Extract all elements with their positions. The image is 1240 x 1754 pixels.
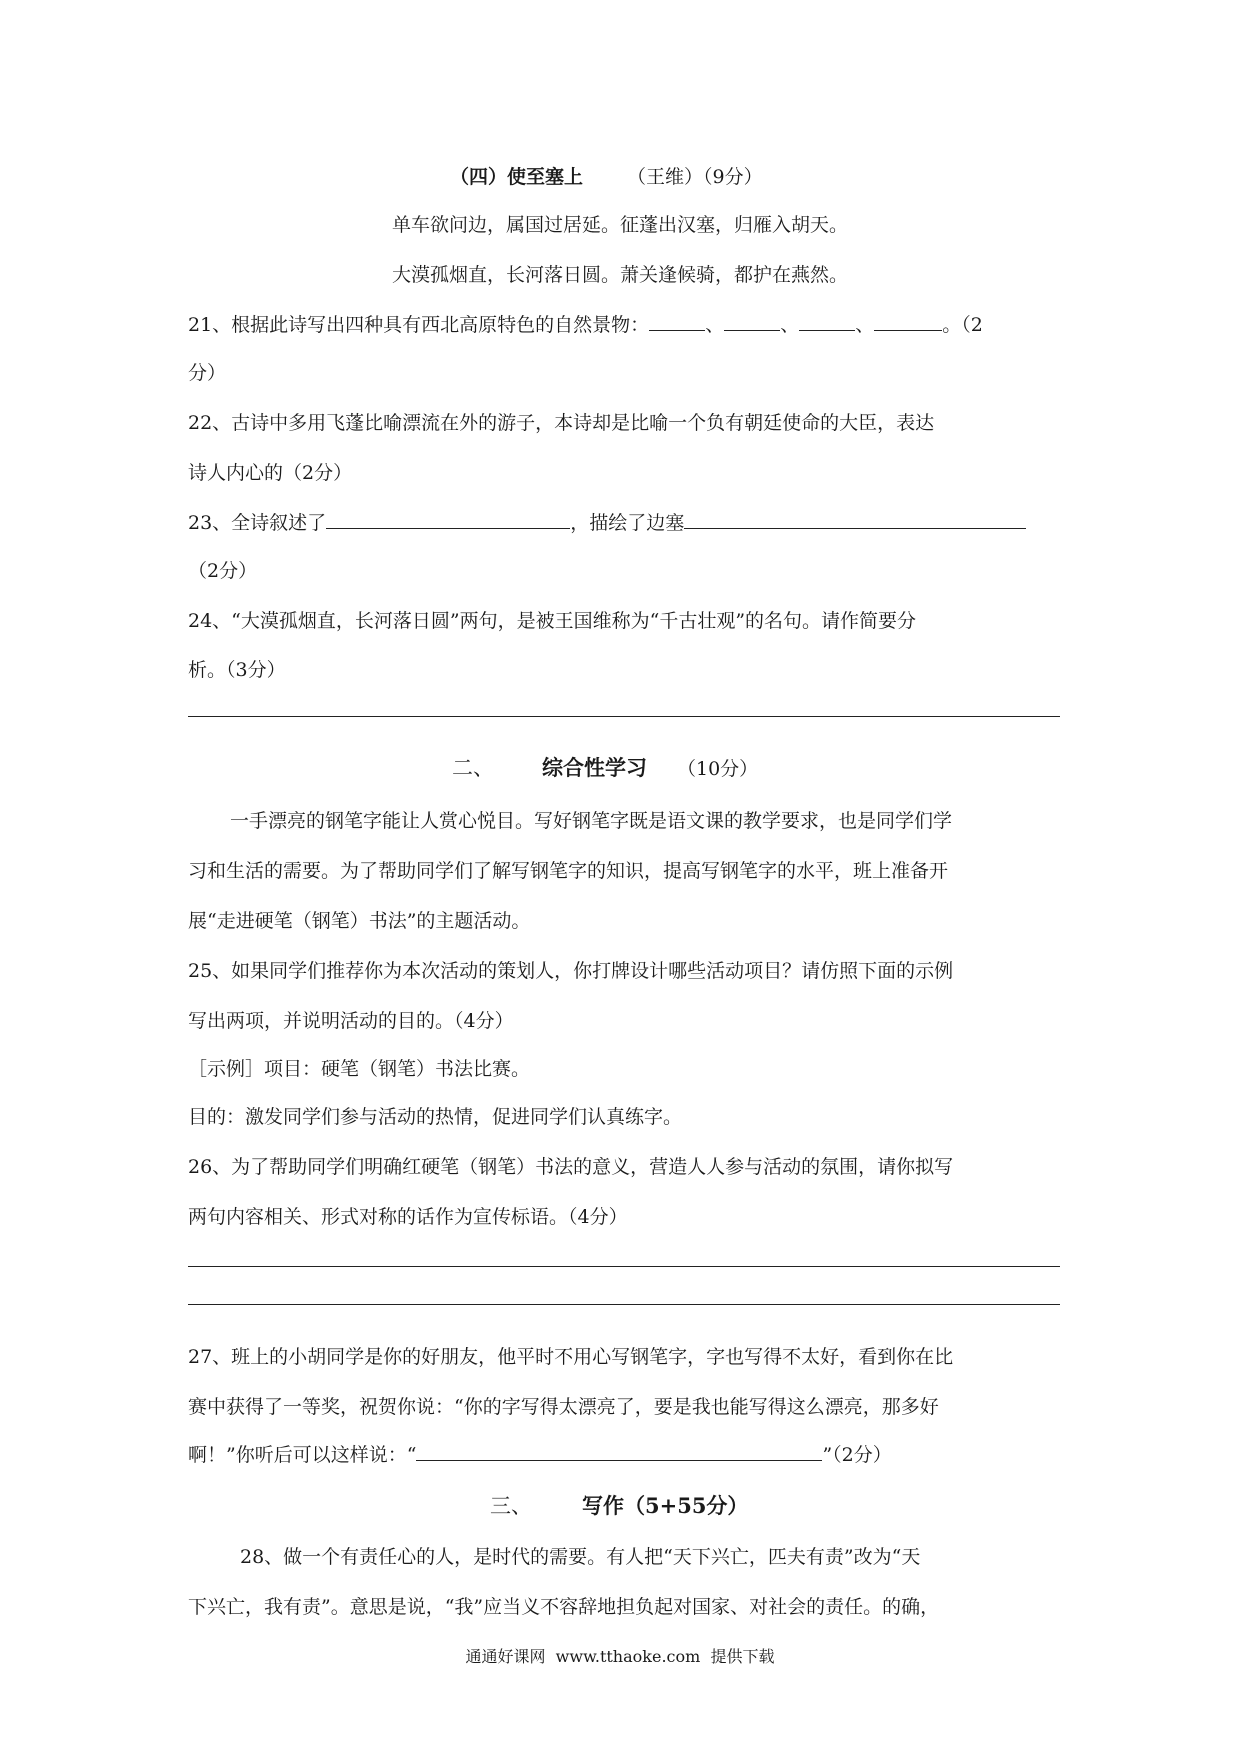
answer-line[interactable] [188, 1304, 1060, 1305]
intro-line-1: 一手漂亮的钢笔字能让人赏心悦目。写好钢笔字既是语文课的教学要求，也是同学们学 [230, 810, 953, 832]
section-2-heading [452, 752, 758, 782]
question-24-line-2: 析。（3分） [188, 659, 286, 681]
section-2-number: 二、 [452, 756, 494, 780]
answer-blank[interactable] [684, 508, 1026, 529]
answer-blank[interactable] [799, 310, 855, 331]
page-footer: 通通好课网 www.tthaoke.com 提供下载 [465, 1647, 775, 1666]
answer-blank[interactable] [874, 310, 942, 331]
poem-line-2: 大漠孤烟直，长河落日圆。萧关逢候骑，都护在燕然。 [391, 264, 848, 286]
question-26-line-1: 26、为了帮助同学们明确红硬笔（钢笔）书法的意义，营造人人参与活动的氛围，请你拟写 [188, 1156, 954, 1178]
q23-part2: ，描绘了边塞 [570, 512, 685, 534]
answer-blank[interactable] [326, 508, 570, 529]
q27-line3a: 啊！”你听后可以这样说：“ [188, 1444, 417, 1466]
question-28-line-1: 28、做一个有责任心的人，是时代的需要。有人把“天下兴亡，匹夫有责”改为“天 [240, 1546, 921, 1568]
q21-sep: 、 [855, 314, 875, 336]
q21-cont: 分） [188, 362, 227, 384]
answer-blank[interactable] [649, 310, 705, 331]
intro-line-3: 展“走进硬笔（钢笔）书法”的主题活动。 [188, 910, 531, 932]
q25-purpose: 目的：激发同学们参与活动的热情，促进同学们认真练字。 [188, 1106, 683, 1128]
q27-line3b: ”（2分） [822, 1444, 892, 1466]
section-3-number: 三、 [490, 1494, 532, 1518]
poem-title-line [450, 162, 763, 189]
q25-example: ［示例］项目：硬笔（钢笔）书法比赛。 [188, 1058, 531, 1080]
question-25-line-1: 25、如果同学们推荐你为本次活动的策划人，你打牌设计哪些活动项目？请仿照下面的示例 [188, 960, 954, 982]
q21-sep: 、 [705, 314, 725, 336]
q23-part1: 23、全诗叙述了 [188, 512, 327, 534]
question-27-line-1: 27、班上的小胡同学是你的好朋友，他平时不用心写钢笔字，字也写得不太好，看到你在比 [188, 1346, 954, 1368]
question-28-line-2: 下兴亡，我有责”。意思是说，“我”应当义不容辞地担负起对国家、对社会的责任。的确， [188, 1596, 940, 1618]
poem-title: （四）使至塞上 [450, 166, 584, 188]
section-3-heading [490, 1490, 748, 1520]
question-21 [188, 310, 983, 337]
question-24-line-1: 24、“大漠孤烟直，长河落日圆”两句，是被王国维称为“千古壮观”的名句。请作简要分 [188, 610, 917, 632]
section-2-score: （10分） [677, 758, 759, 780]
question-25-line-2: 写出两项，并说明活动的目的。（4分） [188, 1010, 514, 1032]
intro-line-2: 习和生活的需要。为了帮助同学们了解写钢笔字的知识，提高写钢笔字的水平，班上准备开 [188, 860, 949, 882]
q21-sep: 、 [780, 314, 800, 336]
question-22-line-1: 22、古诗中多用飞蓬比喻漂流在外的游子，本诗却是比喻一个负有朝廷使命的大臣，表达 [188, 412, 935, 434]
q23-cont: （2分） [188, 560, 258, 582]
q21-end: 。（2 [942, 314, 983, 336]
section-2-title: 综合性学习 [542, 755, 647, 780]
question-26-line-2: 两句内容相关、形式对称的话作为宣传标语。（4分） [188, 1206, 628, 1228]
question-27-line-3 [188, 1440, 892, 1467]
question-27-line-2: 赛中获得了一等奖，祝贺你说：“你的字写得太漂亮了，要是我也能写得这么漂亮，那多好 [188, 1396, 939, 1418]
question-23 [188, 508, 1026, 535]
q21-text: 21、根据此诗写出四种具有西北高原特色的自然景物： [188, 314, 650, 336]
poem-author: （王维）（9分） [627, 166, 763, 188]
answer-blank[interactable] [724, 310, 780, 331]
answer-line[interactable] [188, 716, 1060, 717]
section-3-title: 写作（5+55分） [582, 1493, 749, 1518]
question-22-line-2: 诗人内心的（2分） [188, 462, 353, 484]
answer-blank[interactable] [416, 1440, 822, 1461]
answer-line[interactable] [188, 1266, 1060, 1267]
poem-line-1: 单车欲问边，属国过居延。征蓬出汉塞，归雁入胡天。 [391, 214, 848, 236]
